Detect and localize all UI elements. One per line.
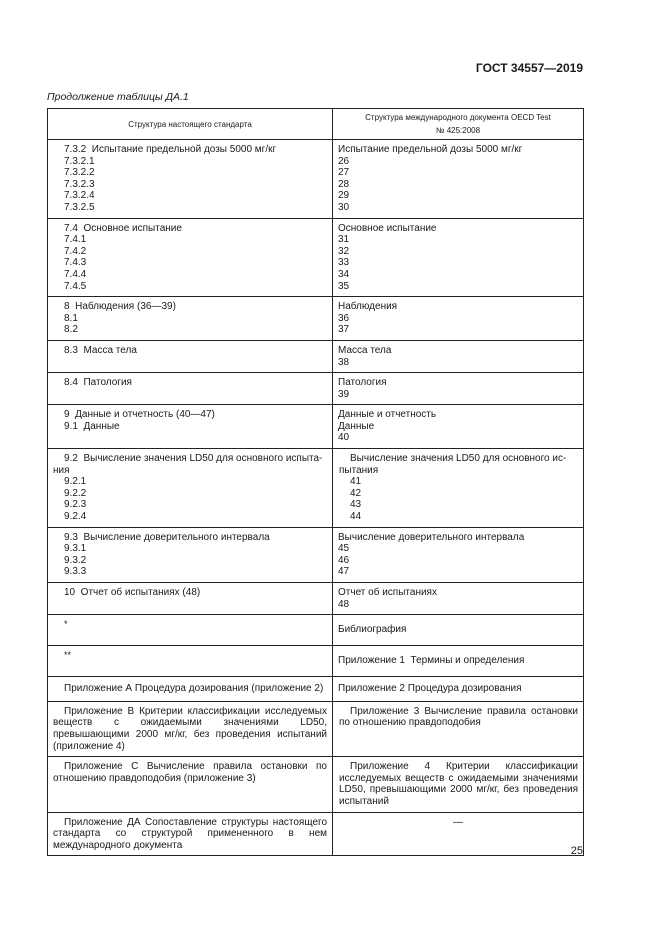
cell-line: Испытание предельной дозы 5000 мг/кг [338,144,523,155]
cell-paragraph: Приложение 4 Критерии классификации исследуемых веществ с ожидаемыми значениями LD50, превышающими 2000 мг/кг, без проведения испытаний [339,761,578,807]
cell-oecd [333,297,584,341]
cell-line: Патология [338,377,387,389]
cell-line: 9.1 Данные [64,420,120,432]
cell-line: Данные [338,420,375,432]
cell-dash: — [453,816,463,828]
cell-standard [48,297,333,341]
cell-line: 8.2 [64,324,78,336]
cell-line: 7.4.3 [64,257,87,269]
cell-line: 7.4.2 [64,245,87,257]
cell-line: Основное испытание [338,222,437,234]
cell-standard [48,812,333,856]
cell-line: 43 [350,499,362,511]
table-continuation-caption: Продолжение таблицы ДА.1 [47,91,189,103]
cell-line: 30 [338,201,350,213]
cell-standard [48,340,333,372]
cell-oecd [333,373,584,405]
table-row [48,583,584,615]
cell-line: 7.4.1 [64,234,87,246]
col-header-oecd-line2: № 425:2008 [435,126,481,135]
cell-standard [48,701,333,756]
cell-line: 42 [350,487,362,499]
cell-paragraph: Приложение В Критерии классификации исследуемых веществ с ожидаемыми значениями LD50, превышающими 2000 мг/кг, без проведения испытаний (приложение 4) [53,705,327,752]
cell-line: 7.3.2 Испытание предельной дозы 5000 мг/кг [64,144,277,155]
cell-oecd [333,405,584,449]
cell-oecd [333,646,584,677]
cell-line: 7.4.5 [64,280,87,292]
cell-line: 45 [338,543,350,555]
table-row [48,373,584,405]
table-row [48,615,584,646]
cell-standard [48,405,333,449]
cell-line: 26 [338,155,350,167]
cell-standard [48,373,333,405]
cell-line: 27 [338,167,350,179]
table-row [48,340,584,372]
col-header-oecd-line1: Структура международного документа OECD Test [365,113,551,122]
cell-line: Приложение 1 Термины и определения [338,655,525,667]
cell-line: 7.3.2.3 [64,178,95,190]
table-row [48,701,584,756]
table-row [48,646,584,677]
cell-line: 48 [338,598,350,610]
cell-line: 8.4 Патология [64,377,132,389]
cell-line: 41 [350,476,362,488]
cell-standard [48,583,333,615]
cell-line: 7.3.2.4 [64,190,95,202]
cell-line: 7.3.2.5 [64,201,95,213]
cell-line: 39 [338,388,350,400]
cell-line: 9.2.3 [64,499,87,511]
cell-line: Библиография [338,624,407,636]
cell-oecd [333,701,584,756]
cell-line: 9.2.2 [64,487,87,499]
cell-line: 10 Отчет об испытаниях (48) [64,587,201,598]
cell-line: Масса тела [338,344,392,356]
cell-line: Вычисление доверительного интервала [338,531,525,543]
cell-line: 28 [338,178,350,190]
table-row [48,527,584,582]
comparison-table [47,108,584,856]
table-row [48,757,584,812]
cell-oecd [333,449,584,528]
cell-line: 9.3.3 [64,566,87,578]
cell-oecd [333,615,584,646]
cell-line: 44 [350,511,362,523]
table-row [48,405,584,449]
cell-line: 9.2.4 [64,511,87,523]
cell-line: 33 [338,257,350,269]
cell-line: 38 [338,356,350,368]
cell-standard [48,449,333,528]
cell-line: 34 [338,268,350,280]
cell-line: Отчет об испытаниях [338,587,437,598]
cell-line: 35 [338,280,350,292]
cell-line: 9.2.1 [64,476,87,488]
cell-oecd [333,583,584,615]
cell-line: 9.3.1 [64,543,87,555]
table-row [48,218,584,297]
table-row [48,297,584,341]
cell-line: 47 [338,566,350,578]
cell-standard [48,218,333,297]
cell-line: 40 [338,432,350,444]
cell-standard [48,527,333,582]
cell-oecd [333,812,584,856]
cell-line: 7.3.2.2 [64,167,95,179]
cell-oecd [333,527,584,582]
cell-oecd [333,140,584,219]
cell-line: 29 [338,190,350,202]
cell-standard [48,757,333,812]
col-header-oecd [333,109,584,140]
col-header-standard: Структура настоящего стандарта [48,109,333,140]
cell-line: Приложение А Процедура дозирования (приложение 2) [64,683,324,695]
table-row [48,449,584,528]
cell-oecd [333,677,584,702]
document-code: ГОСТ 34557—2019 [475,61,583,75]
table-row [48,812,584,856]
cell-line: 36 [338,312,350,324]
table-row [48,677,584,702]
cell-line: 46 [338,554,350,566]
cell-oecd [333,218,584,297]
cell-line: Приложение 2 Процедура дозирования [338,683,522,695]
cell-line: 9 Данные и отчетность (40—47) [64,409,215,421]
cell-line: 37 [338,324,350,336]
cell-line: 8.1 [64,312,78,324]
cell-line: ния [53,464,70,476]
cell-paragraph: Приложение 3 Вычисление правила остановки по отношению правдоподобия [339,705,578,729]
cell-line: 9.3.2 [64,554,87,566]
footnote-marker: * [64,619,68,630]
cell-line: Данные и отчетность [338,409,437,421]
cell-standard [48,615,333,646]
cell-line: Вычисление значения LD50 для основного ис- [350,453,567,465]
footnote-marker: ** [64,650,72,661]
cell-paragraph: Приложение С Вычисление правила остановки по отношению правдоподобия (приложение 3) [53,761,327,784]
page-number: 25 [570,845,583,857]
cell-oecd [333,340,584,372]
cell-standard [48,646,333,677]
cell-line: 8.3 Масса тела [64,344,137,356]
cell-paragraph: Приложение ДА Сопоставление структуры настоящего стандарта со структурой примененного в нем международного документа [53,816,327,851]
cell-oecd [333,757,584,812]
cell-standard [48,140,333,219]
cell-line: 8 Наблюдения (36—39) [64,301,176,313]
cell-line: 9.2 Вычисление значения LD50 для основного испыта- [64,453,323,465]
cell-line: 7.3.2.1 [64,155,95,167]
cell-standard [48,677,333,702]
table-header-row [48,109,584,140]
cell-line: пытания [339,464,379,476]
cell-line: 7.4 Основное испытание [64,222,182,234]
cell-line: 31 [338,234,350,246]
cell-line: 32 [338,245,350,257]
cell-line: 7.4.4 [64,268,87,280]
cell-line: Наблюдения [338,301,398,313]
cell-line: 9.3 Вычисление доверительного интервала [64,531,270,543]
table-row [48,140,584,219]
